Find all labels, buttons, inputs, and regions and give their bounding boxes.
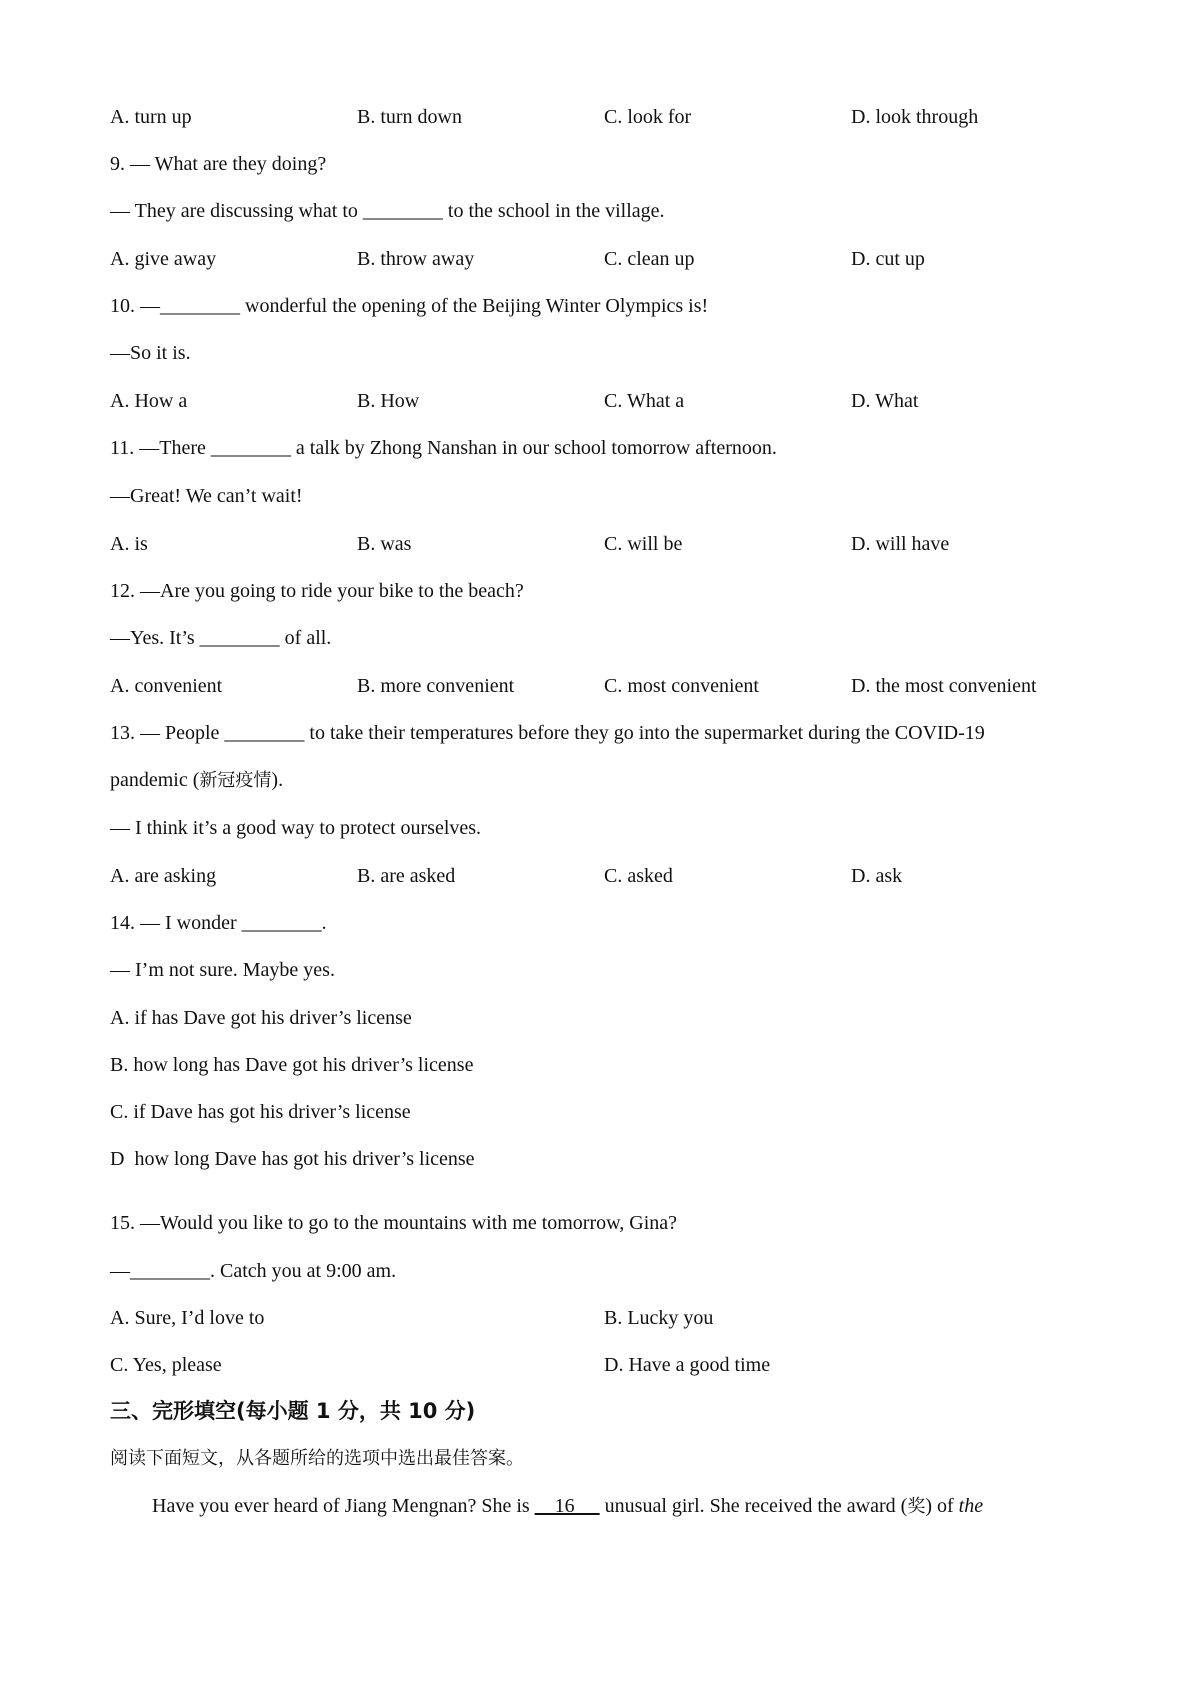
option-d[interactable]: D. will have xyxy=(851,533,950,555)
passage-text-chinese: 奖 xyxy=(907,1496,926,1517)
option-d[interactable]: D. the most convenient xyxy=(851,675,1037,697)
question-10-prompt: 10. —________ wonderful the opening of the Beijing Winter Olympics is! xyxy=(110,295,709,317)
cloze-passage xyxy=(152,1494,983,1519)
question-11-response: —Great! We can’t wait! xyxy=(110,485,303,507)
question-15-response: —________. Catch you at 9:00 am. xyxy=(110,1260,397,1282)
option-d[interactable]: D. ask xyxy=(851,865,903,887)
prompt-text-chinese: 新冠疫情 xyxy=(199,770,272,791)
option-a[interactable]: A. convenient xyxy=(110,675,223,697)
option-b[interactable]: B. how long has Dave got his driver’s license xyxy=(110,1054,474,1076)
option-b[interactable]: B. was xyxy=(357,533,412,555)
option-b[interactable]: B. How xyxy=(357,390,420,412)
blank-16[interactable]: 16 xyxy=(534,1495,600,1517)
option-b[interactable]: B. throw away xyxy=(357,248,475,270)
question-14-response: — I’m not sure. Maybe yes. xyxy=(110,959,335,981)
option-d[interactable]: D. cut up xyxy=(851,248,925,270)
question-9-prompt: 9. — What are they doing? xyxy=(110,153,327,175)
option-b[interactable]: B. turn down xyxy=(357,106,462,128)
passage-text: ) of xyxy=(925,1495,959,1517)
option-d[interactable]: D. Have a good time xyxy=(604,1354,771,1376)
question-12-prompt: 12. —Are you going to ride your bike to the beach? xyxy=(110,580,524,602)
question-13-prompt: 13. — People ________ to take their temperatures before they go into the supermarket during the COVID-19 xyxy=(110,722,985,744)
prompt-text-pre: pandemic ( xyxy=(110,769,200,791)
option-a[interactable]: A. give away xyxy=(110,248,217,270)
passage-text: Have you ever heard of Jiang Mengnan? She is xyxy=(152,1495,535,1517)
option-c[interactable]: C. What a xyxy=(604,390,685,412)
option-c[interactable]: C. asked xyxy=(604,865,673,887)
question-15-prompt: 15. —Would you like to go to the mountains with me tomorrow, Gina? xyxy=(110,1212,678,1234)
question-11-prompt: 11. —There ________ a talk by Zhong Nanshan in our school tomorrow afternoon. xyxy=(110,437,777,459)
option-a[interactable]: A. Sure, I’d love to xyxy=(110,1307,265,1329)
question-12-response: —Yes. It’s ________ of all. xyxy=(110,627,332,649)
question-9-response: — They are discussing what to ________ to the school in the village. xyxy=(110,200,665,222)
option-c[interactable]: C. if Dave has got his driver’s license xyxy=(110,1101,411,1123)
option-d[interactable]: D. look through xyxy=(851,106,979,128)
prompt-text-post: ). xyxy=(271,769,284,791)
passage-text: unusual girl. She received the award ( xyxy=(599,1495,908,1517)
option-b[interactable]: B. are asked xyxy=(357,865,456,887)
option-b[interactable]: B. Lucky you xyxy=(604,1307,714,1329)
question-13-response: — I think it’s a good way to protect ourselves. xyxy=(110,817,482,839)
question-14-prompt: 14. — I wonder ________. xyxy=(110,912,327,934)
option-d[interactable]: D how long Dave has got his driver’s license xyxy=(110,1148,475,1170)
passage-text-italic: the xyxy=(958,1495,984,1517)
option-d[interactable]: D. What xyxy=(851,390,919,412)
option-c[interactable]: C. Yes, please xyxy=(110,1354,222,1376)
question-10-response: —So it is. xyxy=(110,342,191,364)
option-b[interactable]: B. more convenient xyxy=(357,675,515,697)
option-a[interactable]: A. turn up xyxy=(110,106,192,128)
section-instruction: 阅读下面短文，从各题所给的选项中选出最佳答案。 xyxy=(110,1448,524,1469)
question-13-prompt-continued xyxy=(110,768,283,793)
option-a[interactable]: A. is xyxy=(110,533,148,555)
option-a[interactable]: A. if has Dave got his driver’s license xyxy=(110,1007,412,1029)
option-c[interactable]: C. most convenient xyxy=(604,675,759,697)
option-c[interactable]: C. clean up xyxy=(604,248,695,270)
option-c[interactable]: C. will be xyxy=(604,533,683,555)
option-a[interactable]: A. are asking xyxy=(110,865,217,887)
section-heading: 三、完形填空(每小题 1 分，共 10 分) xyxy=(110,1399,476,1423)
option-a[interactable]: A. How a xyxy=(110,390,188,412)
option-c[interactable]: C. look for xyxy=(604,106,692,128)
